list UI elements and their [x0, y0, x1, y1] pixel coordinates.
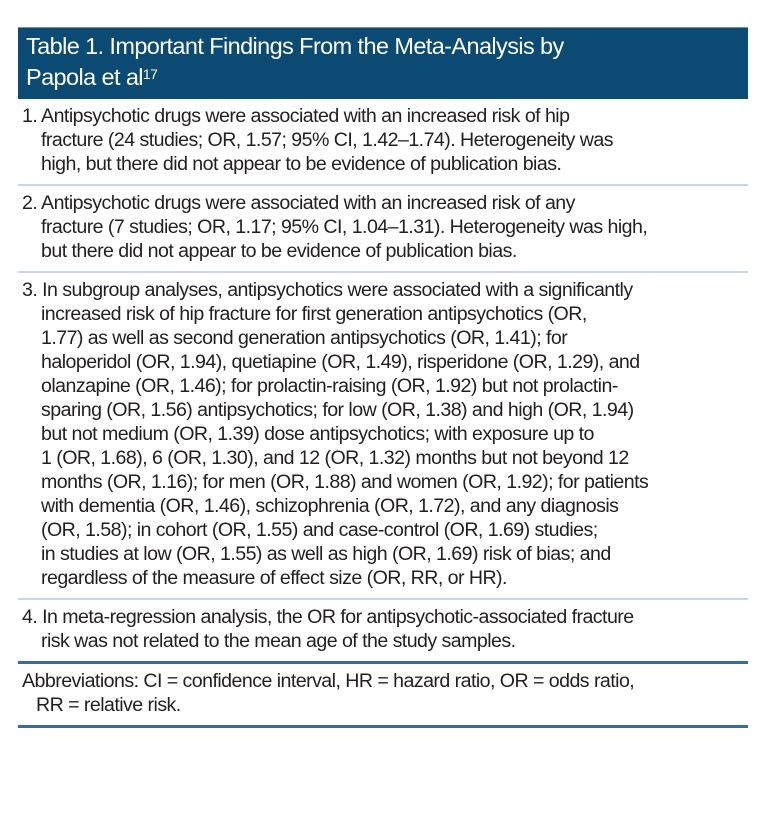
finding-line: 3. In subgroup analyses, antipsychotics were associated with a significantly — [22, 279, 633, 301]
finding-line: 1 (OR, 1.68), 6 (OR, 1.30), and 12 (OR, 1.32) months but not beyond 12 — [41, 447, 629, 469]
abbreviations-line: RR = relative risk. — [36, 694, 181, 716]
finding-item — [18, 273, 748, 600]
finding-line: months (OR, 1.16); for men (OR, 1.88) and women (OR, 1.92); for patients — [41, 471, 649, 493]
finding-line: 1.77) as well as second generation antipsychotics (OR, 1.41); for — [41, 327, 568, 349]
finding-line: but not medium (OR, 1.39) dose antipsychotics; with exposure up to — [41, 423, 594, 445]
finding-line: in studies at low (OR, 1.55) as well as high (OR, 1.69) risk of bias; and — [41, 543, 611, 565]
title-author: Papola et al — [26, 64, 143, 90]
finding-line: regardless of the measure of effect size (OR, RR, or HR). — [41, 567, 507, 589]
table-title — [18, 27, 748, 99]
title-line-2 — [26, 62, 748, 93]
finding-line: but there did not appear to be evidence of publication bias. — [41, 240, 517, 262]
abbreviations-footnote — [18, 664, 748, 728]
finding-line: increased risk of hip fracture for first generation antipsychotics (OR, — [41, 303, 587, 325]
finding-line: with dementia (OR, 1.46), schizophrenia (OR, 1.72), and any diagnosis — [41, 495, 619, 517]
finding-line: sparing (OR, 1.56) antipsychotics; for low (OR, 1.38) and high (OR, 1.94) — [41, 399, 634, 421]
findings-table — [18, 27, 748, 728]
abbreviations-line: Abbreviations: CI = confidence interval, HR = hazard ratio, OR = odds ratio, — [22, 670, 635, 692]
finding-item — [18, 186, 748, 273]
finding-line: fracture (24 studies; OR, 1.57; 95% CI, 1.42–1.74). Heterogeneity was — [41, 129, 613, 151]
finding-line: 4. In meta-regression analysis, the OR for antipsychotic-associated fracture — [22, 606, 634, 628]
finding-line: risk was not related to the mean age of the study samples. — [41, 630, 516, 652]
finding-item — [18, 600, 748, 664]
finding-line: high, but there did not appear to be evidence of publication bias. — [41, 153, 562, 175]
reference-superscript: 17 — [142, 66, 158, 82]
finding-line: fracture (7 studies; OR, 1.17; 95% CI, 1.04–1.31). Heterogeneity was high, — [41, 216, 648, 238]
finding-line: 1. Antipsychotic drugs were associated with an increased risk of hip — [22, 105, 570, 127]
title-line-1: Table 1. Important Findings From the Meta-Analysis by — [26, 33, 564, 59]
finding-line: olanzapine (OR, 1.46); for prolactin-raising (OR, 1.92) but not prolactin- — [41, 375, 618, 397]
finding-line: 2. Antipsychotic drugs were associated with an increased risk of any — [22, 192, 575, 214]
finding-line: haloperidol (OR, 1.94), quetiapine (OR, 1.49), risperidone (OR, 1.29), and — [41, 351, 640, 373]
finding-line: (OR, 1.58); in cohort (OR, 1.55) and case-control (OR, 1.69) studies; — [41, 519, 598, 541]
finding-item — [18, 99, 748, 186]
